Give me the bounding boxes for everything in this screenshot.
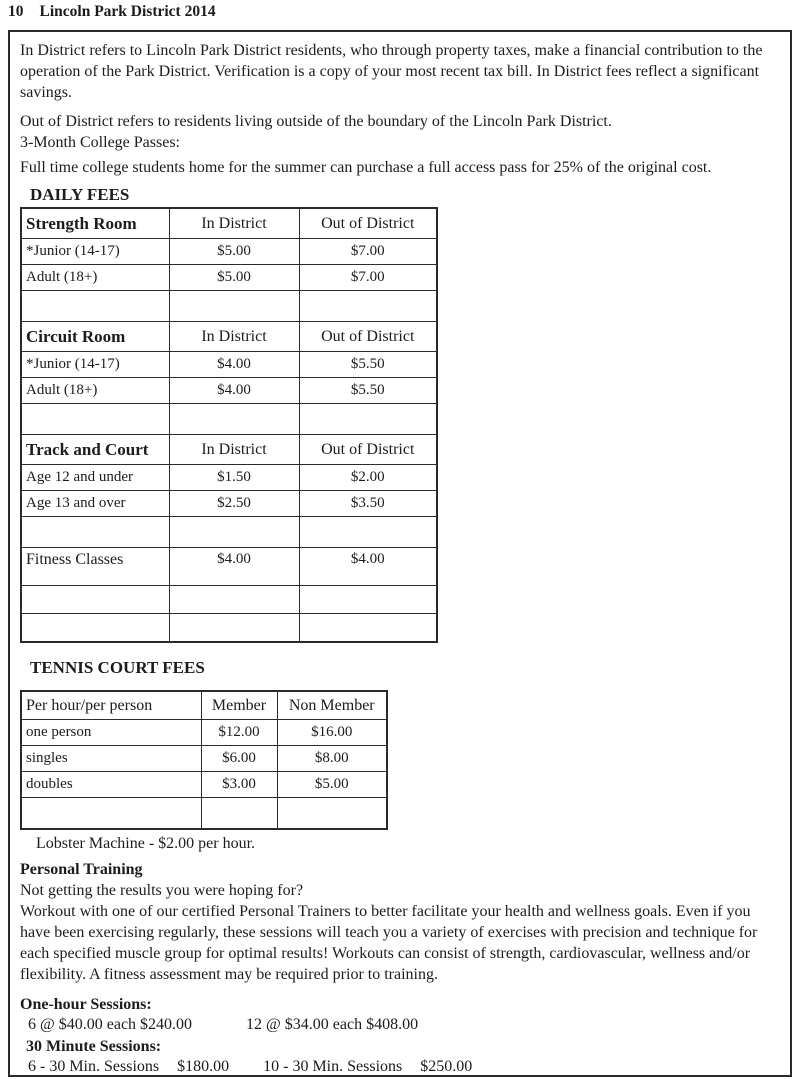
one-hour-option-b: 12 @ $34.00 each $408.00: [246, 1016, 419, 1033]
table-cell: $5.50: [299, 378, 437, 404]
content-box: [8, 30, 792, 1077]
table-cell: [21, 291, 169, 322]
table-cell: Out of District: [299, 435, 437, 465]
thirty-min-option-a-label: 6 - 30 Min. Sessions: [28, 1058, 160, 1075]
table-cell: $6.00: [201, 746, 277, 772]
table-row-spacer: [21, 614, 437, 643]
table-cell: [169, 291, 299, 322]
table-row: [21, 691, 387, 720]
table-cell: [299, 517, 437, 548]
table-cell: [299, 404, 437, 435]
table-row: [21, 772, 387, 798]
table-row: [21, 491, 437, 517]
table-row: [21, 720, 387, 746]
table-cell: [201, 798, 277, 830]
table-cell: $8.00: [277, 746, 387, 772]
personal-training-body: Workout with one of our certified Personal Trainers to better facilitate your health and wellness goals. Even if you have been exercising regularly, these sessions will teach you a variety of exercises with precision and technique for each specified muscle group for optimal results! Workouts can consist of strength, cardiovascular, wellness and/or flexibility. A fitness assessment may be required prior to training.: [20, 903, 758, 983]
table-cell: Fitness Classes: [21, 548, 169, 586]
table-cell: Adult (18+): [21, 378, 169, 404]
table-cell: $5.00: [169, 265, 299, 291]
table-cell: [169, 404, 299, 435]
table-cell: Circuit Room: [21, 322, 169, 352]
table-cell: $4.00: [169, 378, 299, 404]
page-title: Lincoln Park District 2014: [39, 3, 216, 20]
table-cell: *Junior (14-17): [21, 239, 169, 265]
table-cell: one person: [21, 720, 201, 746]
table-row-spacer: [21, 517, 437, 548]
table-row: [21, 208, 437, 239]
one-hour-option-a: 6 @ $40.00 each $240.00: [28, 1016, 193, 1033]
table-row: [21, 239, 437, 265]
table-cell: [299, 586, 437, 614]
table-row-spacer: [21, 586, 437, 614]
table-cell: $12.00: [201, 720, 277, 746]
table-row: [21, 435, 437, 465]
table-cell: $5.50: [299, 352, 437, 378]
table-cell: Out of District: [299, 208, 437, 239]
table-cell: $3.00: [201, 772, 277, 798]
table-row: [21, 352, 437, 378]
table-cell: [21, 798, 201, 830]
table-cell: Adult (18+): [21, 265, 169, 291]
personal-training-tagline: Not getting the results you were hoping for?: [20, 882, 304, 899]
table-cell: $5.00: [277, 772, 387, 798]
table-row: [21, 378, 437, 404]
table-cell: $4.00: [299, 548, 437, 586]
table-cell: $5.00: [169, 239, 299, 265]
table-cell: $2.00: [299, 465, 437, 491]
table-cell: Member: [201, 691, 277, 720]
table-cell: In District: [169, 322, 299, 352]
table-row-spacer: [21, 798, 387, 830]
table-cell: [21, 517, 169, 548]
table-cell: $4.00: [169, 548, 299, 586]
table-cell: doubles: [21, 772, 201, 798]
out-of-district-paragraph: [20, 111, 780, 153]
table-cell: [21, 614, 169, 643]
personal-training-heading: Personal Training: [20, 861, 143, 878]
table-cell: [299, 291, 437, 322]
daily-fees-table: [20, 207, 438, 643]
lobster-machine-note: Lobster Machine - $2.00 per hour.: [36, 835, 256, 852]
table-cell: In District: [169, 208, 299, 239]
table-cell: Age 12 and under: [21, 465, 169, 491]
table-cell: Strength Room: [21, 208, 169, 239]
table-cell: $3.50: [299, 491, 437, 517]
table-row: [21, 465, 437, 491]
table-cell: *Junior (14-17): [21, 352, 169, 378]
thirty-min-option-b-label: 10 - 30 Min. Sessions: [263, 1058, 403, 1075]
table-row: [21, 746, 387, 772]
table-cell: singles: [21, 746, 201, 772]
table-cell: Track and Court: [21, 435, 169, 465]
table-cell: [169, 517, 299, 548]
college-passes-label: 3-Month College Passes:: [20, 134, 180, 151]
in-district-paragraph: In District refers to Lincoln Park District residents, who through property taxes, make a financial contribution to the operation of the Park District. Verification is a copy of your most recent tax bill. In District fees reflect a significant savings.: [20, 42, 763, 101]
table-row: [21, 265, 437, 291]
table-cell: Per hour/per person: [21, 691, 201, 720]
thirty-min-option-b-price: $250.00: [420, 1058, 473, 1075]
table-row-spacer: [21, 404, 437, 435]
table-cell: [21, 586, 169, 614]
table-cell: Out of District: [299, 322, 437, 352]
table-cell: [21, 404, 169, 435]
thirty-minute-sessions-line: [28, 1057, 780, 1077]
one-hour-sessions-heading: One-hour Sessions:: [20, 996, 152, 1013]
table-cell: [277, 798, 387, 830]
page-header: [8, 3, 216, 21]
table-cell: Age 13 and over: [21, 491, 169, 517]
thirty-min-option-a-price: $180.00: [177, 1058, 230, 1075]
table-cell: In District: [169, 435, 299, 465]
tennis-fees-heading: TENNIS COURT FEES: [30, 658, 205, 677]
college-passes-detail: Full time college students home for the summer can purchase a full access pass for 25% of the original cost.: [20, 159, 712, 176]
table-row: [21, 548, 437, 586]
table-cell: $7.00: [299, 239, 437, 265]
thirty-minute-sessions-heading: 30 Minute Sessions:: [26, 1038, 162, 1055]
daily-fees-heading: DAILY FEES: [30, 185, 130, 204]
table-cell: [169, 614, 299, 643]
table-cell: $2.50: [169, 491, 299, 517]
table-cell: $4.00: [169, 352, 299, 378]
table-row-spacer: [21, 291, 437, 322]
tennis-fees-table: [20, 690, 388, 830]
table-cell: $16.00: [277, 720, 387, 746]
one-hour-sessions-line: [28, 1015, 780, 1035]
table-cell: [169, 586, 299, 614]
table-row: [21, 322, 437, 352]
table-cell: [299, 614, 437, 643]
table-cell: $7.00: [299, 265, 437, 291]
page-number: 10: [8, 3, 24, 20]
table-cell: Non Member: [277, 691, 387, 720]
out-of-district-text: Out of District refers to residents living outside of the boundary of the Lincoln Park District.: [20, 113, 612, 130]
table-cell: $1.50: [169, 465, 299, 491]
